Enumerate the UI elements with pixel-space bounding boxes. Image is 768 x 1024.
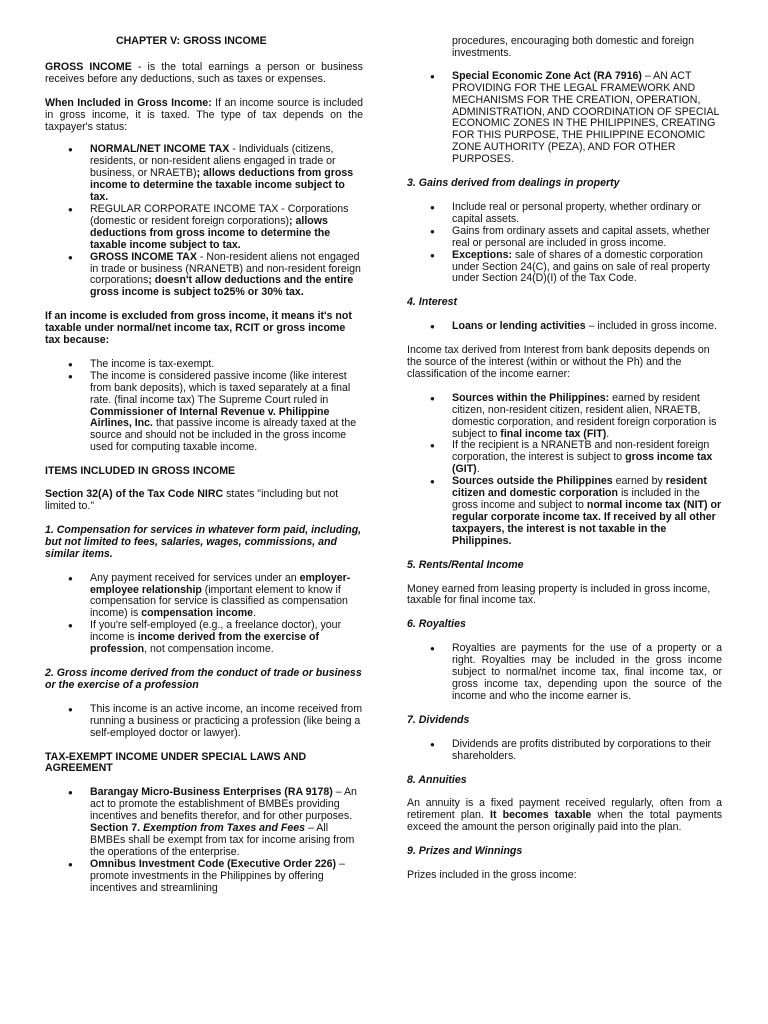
heading-prizes: 9. Prizes and Winnings <box>407 845 523 858</box>
list-item: ● This income is an active income, an income received from running a business or practicing a profession (like being a self-employed doctor or lawyer). <box>90 704 363 740</box>
rents-paragraph: Money earned from leasing property is included in gross income, taxable for final income tax. <box>407 582 711 607</box>
list-item: ● The income is tax-exempt. <box>90 359 363 371</box>
list-item: ● Royalties are payments for the use of a property or a right. Royalties may be included in the gross income subject to normal/net income tax, final income tax, or gross income tax, depending upon the source of the income and who the income earner is. <box>452 643 722 703</box>
seza-list <box>407 71 722 166</box>
gross-income-definition: GROSS INCOME - is the total earnings a person or business receives before any deductions, such as taxes or expenses. <box>45 60 363 85</box>
list-item: ● Exceptions: sale of shares of a domestic corporation under Section 24(C), and gains on sale of real property under Section 24(D)(I) of the Tax Code. <box>452 250 722 286</box>
section-32-paragraph: Section 32(A) of the Tax Code NIRC states "including but not limited to." <box>45 488 339 512</box>
list-item: ● Special Economic Zone Act (RA 7916) – AN ACT PROVIDING FOR THE LEGAL FRAMEWORK AND MECHANISMS FOR THE CREATION, OPERATION, ADMINISTRATION, AND COORDINATION OF SPECIAL ECONOMIC ZONES IN THE PHILIPPINES, CREATING FOR THIS PURPOSE, THE PHILIPPINE ECONOMIC ZONE AUTHORITY (PEZA), AND FOR OTHER PURPOSES. <box>452 71 722 166</box>
list-item: ● Omnibus Investment Code (Executive Order 226) – promote investments in the Philippines by offering incentives and streamlining <box>90 859 363 895</box>
loans-list <box>407 321 722 333</box>
interest-sources-list <box>407 393 722 548</box>
heading-trade-business: 2. Gross income derived from the conduct of trade or business or the exercise of a profession <box>45 666 362 691</box>
items-heading: ITEMS INCLUDED IN GROSS INCOME <box>45 465 236 478</box>
interest-paragraph: Income tax derived from Interest from bank deposits depends on the source of the interest (within or without the Ph) and the classification of the income earner: <box>407 344 710 380</box>
when-included-paragraph: When Included in Gross Income: If an income source is included in gross income, it is taxed. The type of tax depends on the taxpayer's status: <box>45 96 364 133</box>
annuities-paragraph: An annuity is a fixed payment received regularly, often from a retirement plan. It becomes taxable when the total payments exceed the amount the person originally paid into the plan. <box>407 797 722 834</box>
heading-royalties: 6. Royalties <box>407 618 466 631</box>
list-item: ● If the recipient is a NRANETB and non-resident foreign corporation, the interest is subject to gross income tax (GIT). <box>452 440 722 476</box>
heading-annuities: 8. Annuities <box>407 773 467 786</box>
excluded-intro: If an income is excluded from gross income, it means it's not taxable under normal/net income tax, RCIT or gross income tax because: <box>45 310 352 347</box>
right-column <box>407 0 722 882</box>
list-item: ● If you're self-employed (e.g., a freelance doctor), your income is income derived from the exercise of profession, not compensation income. <box>90 620 363 656</box>
continued-text: procedures, encouraging both domestic and foreign investments. <box>452 35 695 59</box>
list-item: ● Sources outside the Philippines earned by resident citizen and domestic corporation is included in the gross income and subject to normal income tax (NIT) or regular corporate income tax. If received by all other taxpayers, the interest is not taxable in the Philippines. <box>452 476 722 547</box>
list-item: ● NORMAL/NET INCOME TAX - Individuals (citizens, residents, or non-resident aliens engaged in trade or business, or NRAETB); allows deductions from gross income to determine the taxable income subject to tax. <box>90 144 363 204</box>
heading-interest: 4. Interest <box>407 296 458 309</box>
tax-exempt-heading: TAX-EXEMPT INCOME UNDER SPECIAL LAWS AND AGREEMENT <box>45 750 307 775</box>
list-item: ● Dividends are profits distributed by corporations to their shareholders. <box>452 739 722 763</box>
list-item: ● REGULAR CORPORATE INCOME TAX - Corporations (domestic or resident foreign corporations); allows deductions from gross income to determine the taxable income subject to tax. <box>90 204 363 252</box>
royalties-list <box>407 643 722 703</box>
tax-exempt-list <box>45 787 363 894</box>
heading-dividends: 7. Dividends <box>407 713 470 726</box>
heading-rents: 5. Rents/Rental Income <box>407 558 524 571</box>
compensation-list <box>45 573 363 656</box>
dividends-list <box>407 739 722 763</box>
list-item: ● Loans or lending activities – included in gross income. <box>452 321 722 333</box>
heading-compensation: 1. Compensation for services in whatever form paid, including, but not limited to fees, salaries, wages, commissions, and similar items. <box>45 523 362 560</box>
list-item: ● Any payment received for services under an employer-employee relationship (important element to know if compensation for service is classified as compensation income) is compensation income. <box>90 573 363 621</box>
prizes-paragraph: Prizes included in the gross income: <box>407 869 577 882</box>
gains-list <box>407 202 722 285</box>
chapter-title: CHAPTER V: GROSS INCOME <box>116 35 267 47</box>
list-item: ● Include real or personal property, whether ordinary or capital assets. <box>452 202 722 226</box>
list-item: ● Sources within the Philippines: earned by resident citizen, non-resident citizen, resident alien, NRAETB, domestic corporation, and resident foreign corporation is subject to final income tax (FIT). <box>452 393 722 441</box>
trade-list <box>45 704 363 740</box>
list-item: ● Gains from ordinary assets and capital assets, whether real or personal are included in gross income. <box>452 226 722 250</box>
tax-types-list <box>45 144 363 299</box>
heading-gains: 3. Gains derived from dealings in property <box>407 177 620 190</box>
list-item: ● The income is considered passive income (like interest from bank deposits), which is taxed separately at a final rate. (final income tax) The Supreme Court ruled in Commissioner of Internal Revenue v. Philippine Airlines, Inc. that passive income is already taxed at the source and should not be included in the gross income used for computing taxable income. <box>90 371 363 454</box>
left-column <box>45 0 363 894</box>
list-item: ● Barangay Micro-Business Enterprises (RA 9178) – An act to promote the establishment of BMBEs providing incentives and benefits therefor, and for other purposes. Section 7. Exemption from Taxes and Fees – All BMBEs shall be exempt from tax for income arising from the operations of the enterprise. <box>90 787 363 858</box>
excluded-list <box>45 359 363 454</box>
list-item: ● GROSS INCOME TAX - Non-resident aliens not engaged in trade or business (NRANETB) and non-resident foreign corporations; doesn't allow deductions and the entire gross income is subject to25% or 30% tax. <box>90 252 363 300</box>
